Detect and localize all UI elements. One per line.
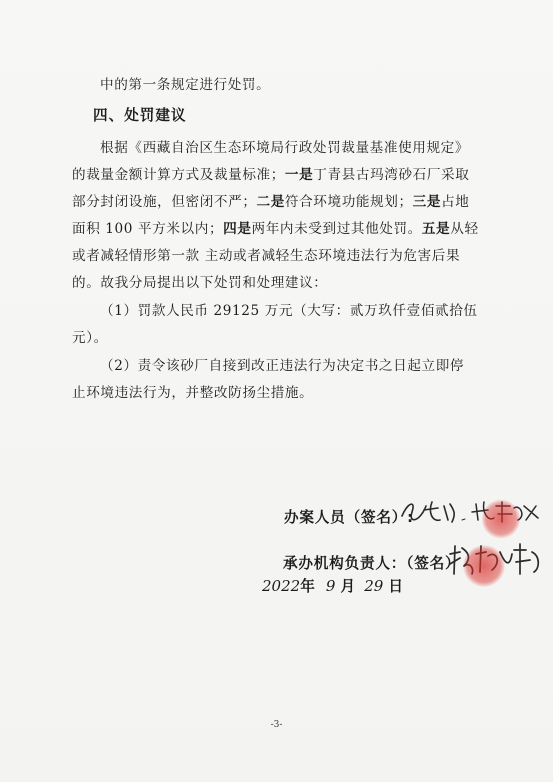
date-year: 2022 xyxy=(262,577,301,595)
handler-handwritten-signature xyxy=(398,494,548,530)
body-line xyxy=(72,274,328,292)
date-day-suffix: 日 xyxy=(388,578,404,595)
text-segment: （2）责令该砂厂自接到改正违法行为决定书之日起立即停 xyxy=(100,358,465,374)
text-segment: 止环境违法行为，并整改防扬尘措施。 xyxy=(72,385,314,401)
text-segment: 占地 xyxy=(441,194,470,210)
body-line xyxy=(72,220,479,238)
handler-signature-label: 办案人员（签名）: xyxy=(284,509,414,526)
section-heading xyxy=(93,107,187,125)
body-line xyxy=(72,166,469,184)
body-line xyxy=(72,193,469,211)
handler-red-fingerprint-seal xyxy=(482,499,520,539)
text-segment: 元）。 xyxy=(72,330,108,346)
bold-text: 二是 xyxy=(256,194,285,210)
text-segment: 根据《西藏自治区生态环境局行政处罚裁量基准使用规定》 xyxy=(100,140,470,156)
date-year-suffix: 年 xyxy=(300,578,315,595)
body-line xyxy=(100,302,478,320)
responsible-red-fingerprint-seal xyxy=(463,545,505,587)
bold-text: 四是 xyxy=(223,221,252,237)
body-line xyxy=(100,139,469,157)
text-segment: 面积 100 平方米以内； xyxy=(72,221,224,237)
bold-text: 四、处罚建议 xyxy=(93,107,187,124)
text-segment: 丁青县古玛湾砂石厂采取 xyxy=(313,167,470,183)
text-segment: 从轻 xyxy=(450,221,479,237)
body-line xyxy=(72,329,108,347)
text-segment: 的裁量金额计算方式及裁量标准； xyxy=(72,167,285,183)
text-segment: （1）罚款人民币 29125 万元（大写：贰万玖仟壹佰贰拾伍 xyxy=(100,303,478,319)
body-line xyxy=(100,76,270,94)
text-segment: 的。故我分局提出以下处罚和处理建议： xyxy=(72,275,328,291)
text-segment: 符合环境功能规划； xyxy=(284,194,413,210)
page-number: -3- xyxy=(270,720,283,730)
bold-text: 三是 xyxy=(412,194,442,210)
body-line xyxy=(72,384,313,402)
date-month-suffix: 月 xyxy=(340,578,356,595)
date-day: 29 xyxy=(364,577,384,595)
body-line xyxy=(72,247,460,265)
responsible-signature-label: 承办机构负责人：（签名） xyxy=(283,555,461,572)
text-segment: 部分封闭设施，但密闭不严； xyxy=(72,194,257,210)
body-line xyxy=(100,357,464,375)
signature-date xyxy=(262,575,403,596)
bold-text: 五是 xyxy=(421,221,451,237)
text-segment: 中的第一条规定进行处罚。 xyxy=(100,77,271,93)
date-month: 9 xyxy=(325,577,336,595)
bold-text: 一是 xyxy=(284,167,314,183)
text-segment: 或者减轻情形第一款 主动或者减轻生态环境违法行为危害后果 xyxy=(72,248,461,264)
text-segment: 两年内未受到过其他处罚。 xyxy=(251,221,422,237)
